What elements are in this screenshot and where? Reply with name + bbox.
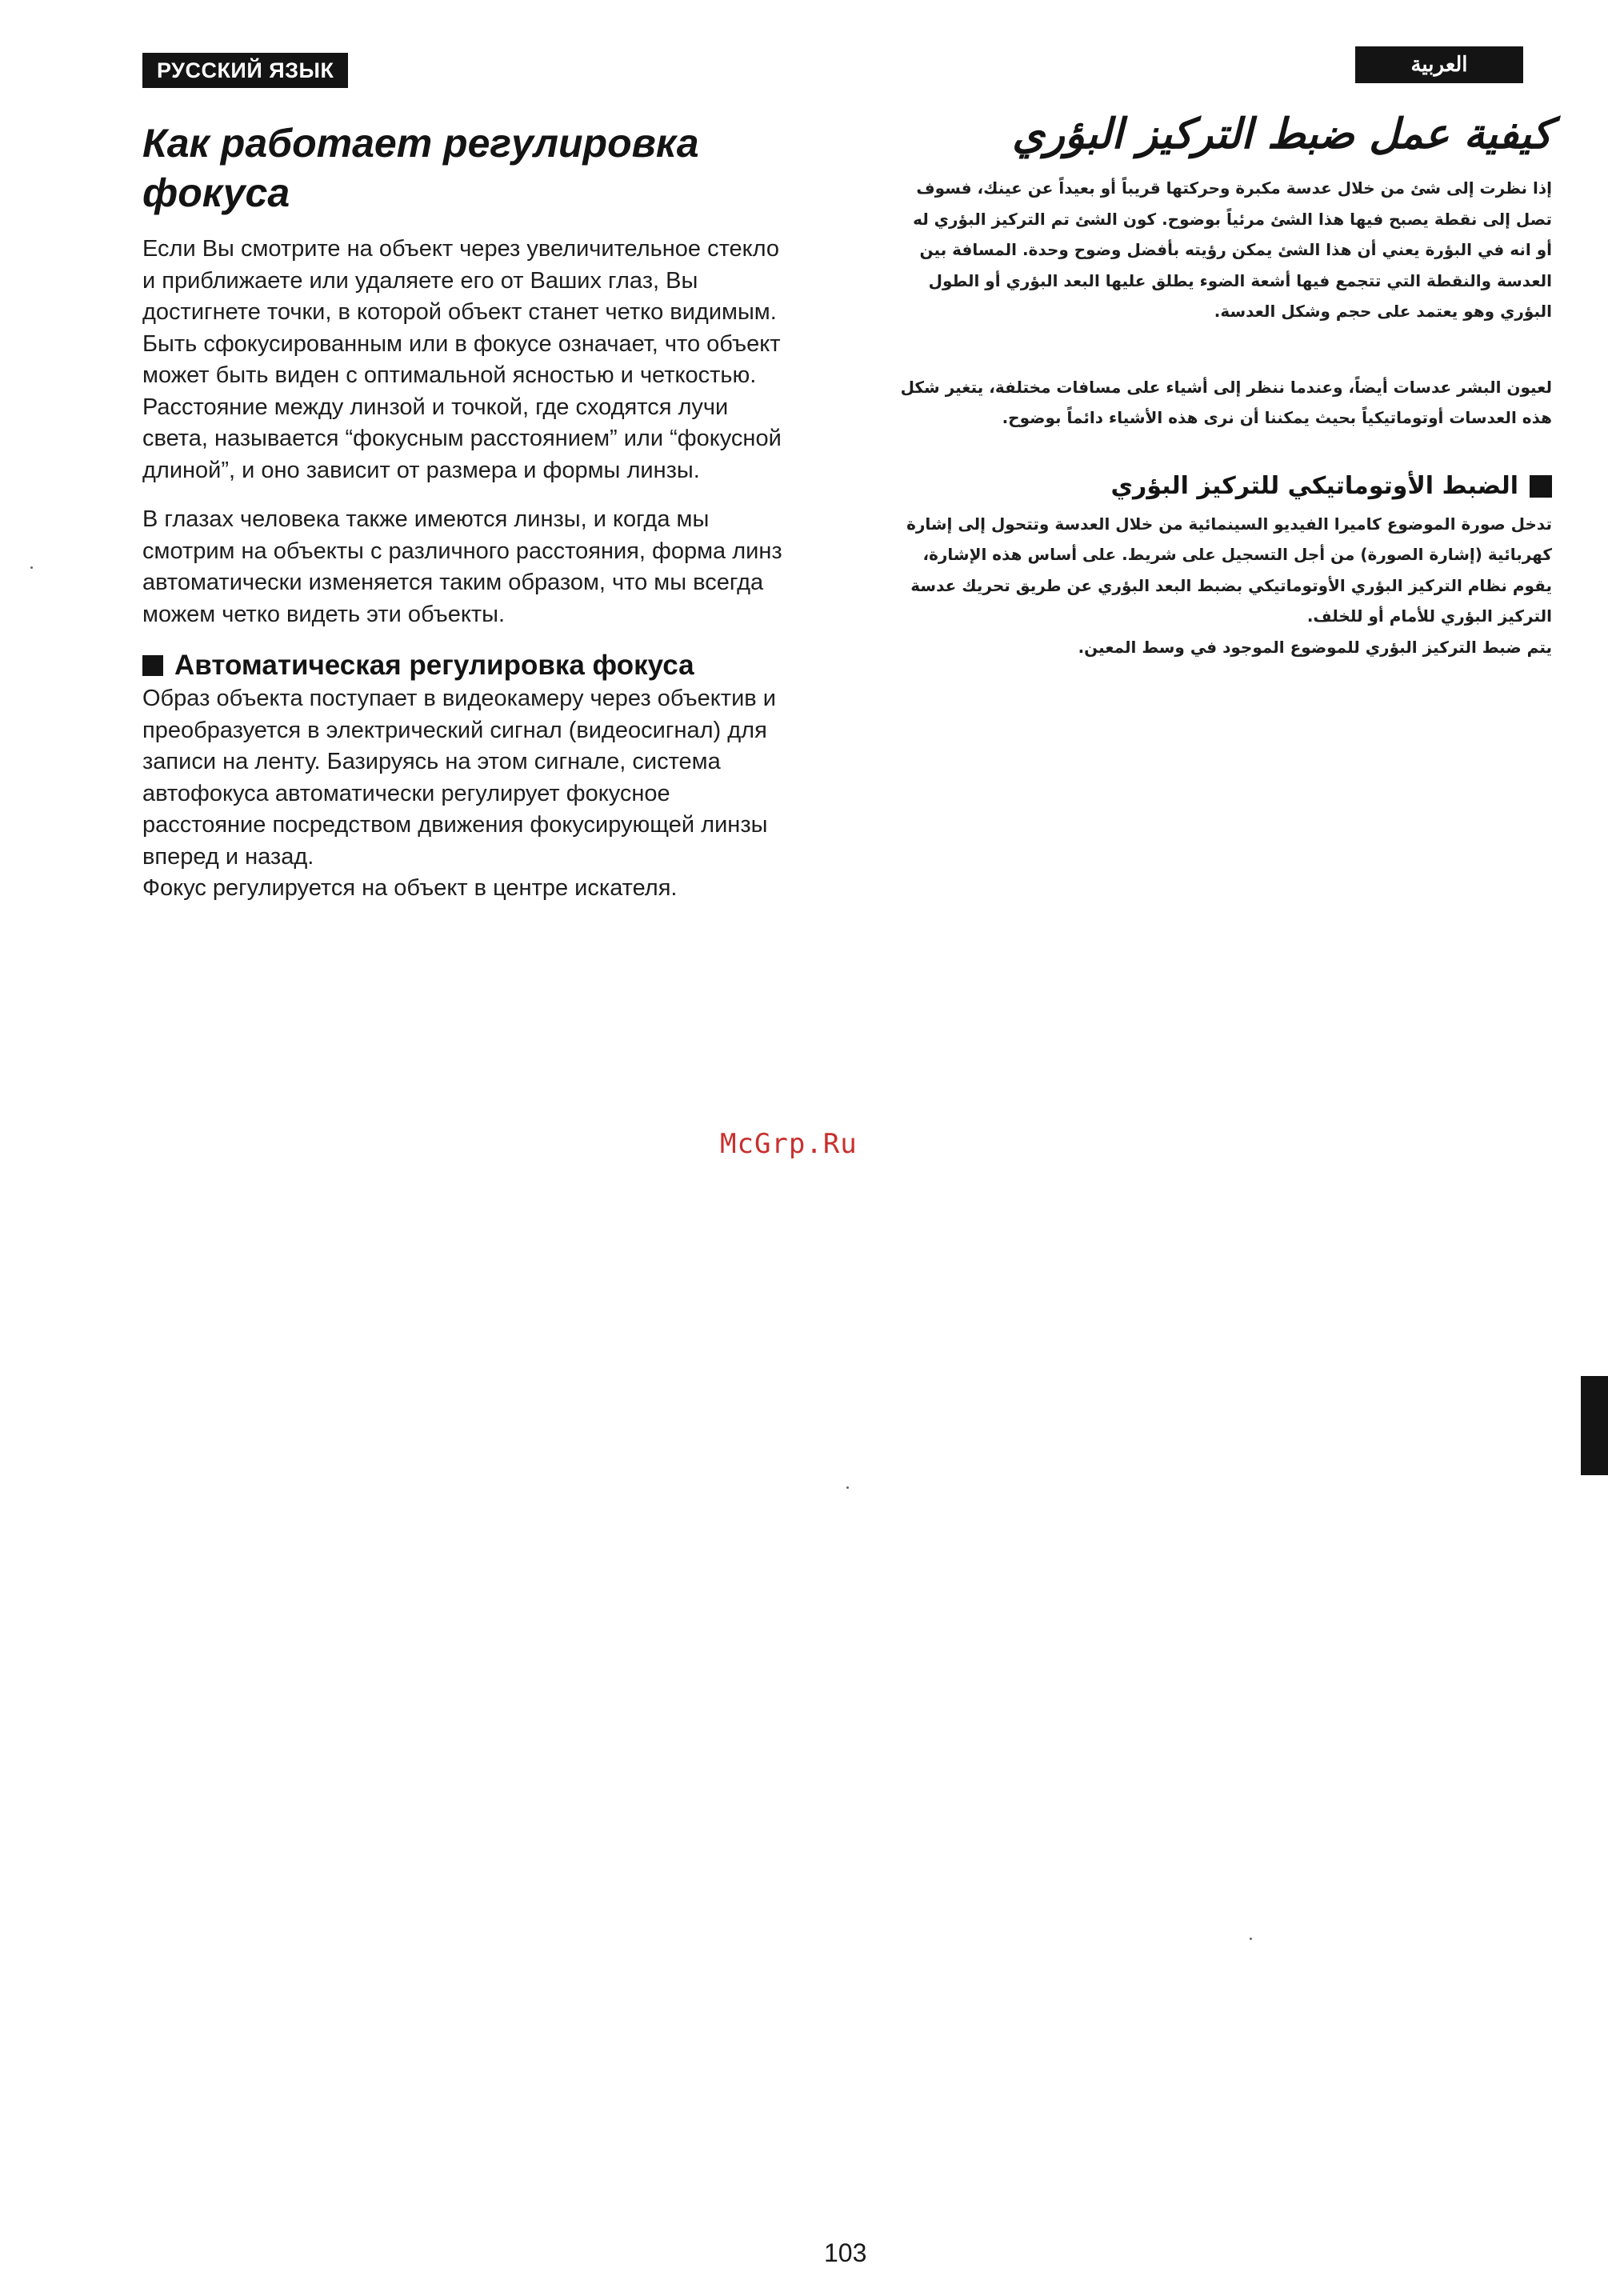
scan-speck [846,1486,849,1489]
arabic-intro-paragraph-2: لعيون البشر عدسات أيضاً، وعندما ننظر إلى أشياء على مسافات مختلفة، يتغير شكل هذه العدسات أوتوماتيكياً بحيث يمكننا أن نرى هذه الأشياء دائماً بوضوح. [900,377,1552,427]
russian-intro-paragraph-1: Если Вы смотрите на объект через увеличительное стекло и приближаете или удаляете его от Ваших глаз, Вы достигнете точки, в которой объект станет четко видимым. [142,236,780,325]
language-badge-russian: РУССКИЙ ЯЗЫК [142,53,348,88]
russian-auto-paragraph-1: Образ объекта поступает в видеокамеру через объектив и преобразуется в электрический сигнал (видеосигнал) для записи на ленту. Базируясь на этом сигнале, система автофокуса автоматически регулирует фокусное расстояние посредством движения фокусирующей линзы вперед и назад. [142,686,776,870]
russian-intro-paragraph-2: Быть сфокусированным или в фокусе означает, что объект может быть виден с оптимальной ясностью и четкостью. Расстояние между линзой и точкой, где сходятся лучи света, называется “фокусным расстоянием” или “фокусной длиной”, и оно зависит от размера и формы линзы. [142,330,782,483]
watermark-text: McGrp.Ru [720,1128,858,1160]
russian-intro-paragraph-3: В глазах человека также имеются линзы, и когда мы смотрим на объекты с различного расстояния, форма линз автоматически изменяется таким образом, что мы всегда можем четко видеть эти объекты. [142,506,782,627]
russian-page-title: Как работает регулировка фокуса [142,121,699,215]
arabic-intro-paragraph-1: إذا نظرت إلى شئ من خلال عدسة مكبرة وحركتها قريباً أو بعيداً عن عينك، فسوف تصل إلى نقطة يصبح فيها هذا الشئ مرئياً بوضوح. كون الشئ تم التركيز البؤري له أو انه في البؤرة يعني أن هذا الشئ يمكن رؤيته بأفضل وضوح وحدة. المسافة بين العدسة والنقطة التي تتجمع فيها أشعة الضوء يطلق عليها البعد البؤري أو الطول البؤري وهو يعتمد على حجم وشكل العدسة. [913,178,1552,321]
russian-section-heading [142,648,798,683]
language-badge-arabic: العربية [1355,46,1523,83]
arabic-auto-paragraph-2: يتم ضبط التركيز البؤري للموضوع الموجود في وسط المعين. [1078,637,1552,657]
russian-auto-paragraph-2: Фокус регулируется на объект в центре искателя. [142,875,678,901]
page-number: 103 [824,2238,867,2267]
square-bullet-icon [142,655,163,676]
arabic-auto-paragraph-1: تدخل صورة الموضوع كاميرا الفيديو السينمائية من خلال العدسة وتتحول إلى إشارة كهربائية (إشارة الصورة) من أجل التسجيل على شريط. على أساس هذه الإشارة، يقوم نظام التركيز البؤري الأوتوماتيكي بضبط البعد البؤري عن طريق تحريك عدسة التركيز البؤري للأمام أو للخلف. [906,514,1552,626]
square-bullet-icon [1530,475,1552,498]
russian-column [142,112,798,905]
arabic-section-heading-text: الضبط الأوتوماتيكي للتركيز البؤري [1110,471,1518,500]
arabic-section-heading [896,467,1552,506]
scan-speck [1250,1938,1252,1940]
russian-section-heading-text: Автоматическая регулировка фокуса [174,650,694,681]
section-edge-tab [1581,1376,1608,1475]
arabic-column [896,104,1552,662]
arabic-page-title: كيفية عمل ضبط التركيز البؤري [1012,110,1552,158]
scan-speck [30,566,33,569]
